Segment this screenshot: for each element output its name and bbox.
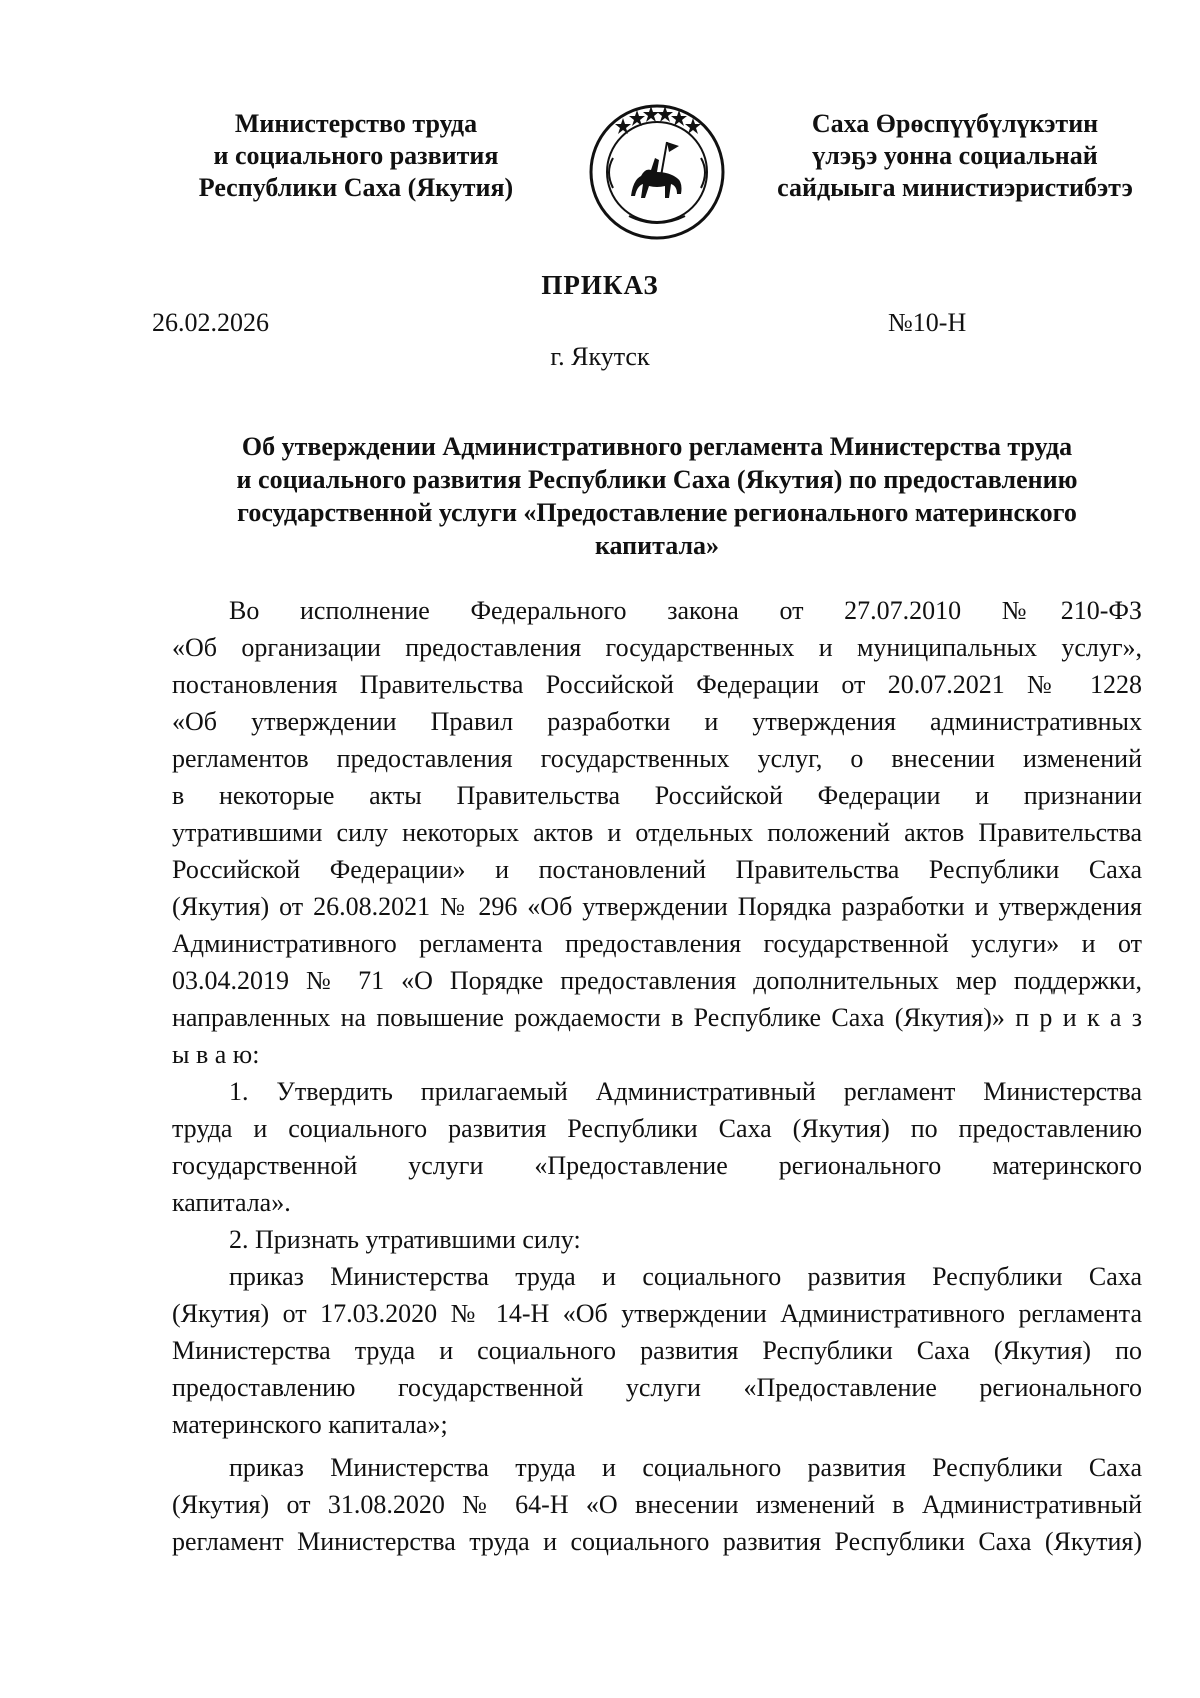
- item2b-line-1: приказ Министерства труда и социального развития Республики Саха: [229, 1453, 1142, 1482]
- org-sakha-line-1: Саха Өрөспүүбүлүкэтин: [811, 109, 1099, 138]
- org-ru-line-2: и социального развития: [213, 141, 499, 170]
- order-number: №10-Н: [888, 308, 967, 337]
- preamble-line-7: утратившими силу некоторых актов и отдельных положений актов Правительства: [172, 818, 1142, 847]
- preamble-line-11: 03.04.2019 № 71 «О Порядке предоставления дополнительных мер поддержки,: [172, 966, 1142, 995]
- item-1-paragraph: [172, 1073, 1142, 1221]
- subject-line-2: и социального развития Республики Саха (Якутия) по предоставлению: [236, 465, 1078, 494]
- preamble-paragraph: [172, 592, 1142, 1073]
- item2a-line-2: (Якутия) от 17.03.2020 № 14-Н «Об утверждении Административного регламента: [172, 1299, 1142, 1328]
- preamble-line-1: Во исполнение Федерального закона от 27.07.2010 №210-ФЗ: [229, 596, 1142, 625]
- org-ru-line-1: Министерство труда: [234, 109, 478, 138]
- item2a-line-1: приказ Министерства труда и социального развития Республики Саха: [229, 1262, 1142, 1291]
- order-city: г. Якутск: [550, 342, 650, 371]
- organization-name-sakha: [755, 108, 1155, 204]
- preamble-line-3: постановления Правительства Российской Федерации от 20.07.2021 № 1228: [172, 670, 1142, 699]
- org-sakha-line-3: сайдыыга министиэристибэтэ: [777, 173, 1133, 202]
- item2b-line-2: (Якутия) от 31.08.2020 № 64-Н «О внесении изменений в Административный: [172, 1490, 1142, 1519]
- item1-line-1: 1. Утвердить прилагаемый Административный регламент Министерства: [229, 1077, 1142, 1106]
- preamble-line-5: регламентов предоставления государственных услуг, о внесении изменений: [172, 744, 1142, 773]
- preamble-line-8: Российской Федерации» и постановлений Правительства Республики Саха: [172, 855, 1142, 884]
- subject-line-4: капитала»: [594, 531, 720, 560]
- preamble-line-12: направленных на повышение рождаемости в Республике Саха (Якутия)» п р и к а з: [172, 1003, 1142, 1032]
- item1-line-3: государственной услуги «Предоставление регионального материнского: [172, 1151, 1142, 1180]
- subject-line-3: государственной услуги «Предоставление регионального материнского: [237, 498, 1077, 527]
- item1-line-2: труда и социального развития Республики Саха (Якутия) по предоставлению: [172, 1114, 1142, 1143]
- org-ru-line-3: Республики Саха (Якутия): [198, 173, 514, 202]
- order-body: [172, 592, 1142, 1560]
- org-sakha-line-2: үлэҕэ уонна социальнай: [812, 141, 1098, 170]
- preamble-line-4: «Об утверждении Правил разработки и утверждения административных: [172, 707, 1142, 736]
- preamble-line-2: «Об организации предоставления государственных и муниципальных услуг»,: [172, 633, 1142, 662]
- item-2-paragraph: [172, 1221, 1142, 1258]
- preamble-line-13: ы в а ю:: [172, 1040, 260, 1069]
- item-2b-paragraph: [172, 1449, 1142, 1560]
- document-title: ПРИКАЗ: [541, 270, 659, 300]
- item2b-line-3: регламент Министерства труда и социального развития Республики Саха (Якутия): [172, 1527, 1142, 1556]
- item2a-line-4: предоставлению государственной услуги «Предоставление регионального: [172, 1373, 1142, 1402]
- republic-sakha-coat-of-arms-icon: [583, 98, 731, 246]
- item2a-line-5: материнского капитала»;: [172, 1410, 448, 1439]
- preamble-line-6: в некоторые акты Правительства Российской Федерации и признании: [172, 781, 1142, 810]
- order-subject: [172, 430, 1142, 562]
- item1-line-4: капитала».: [172, 1188, 291, 1217]
- organization-name-russian: [178, 108, 534, 204]
- subject-line-1: Об утверждении Административного регламента Министерства труда: [241, 432, 1073, 461]
- item-2a-paragraph: [172, 1258, 1142, 1443]
- preamble-line-10: Административного регламента предоставления государственной услуги» и от: [172, 929, 1142, 958]
- preamble-line-9: (Якутия) от 26.08.2021 № 296 «Об утверждении Порядка разработки и утверждения: [172, 892, 1142, 921]
- item2a-line-3: Министерства труда и социального развития Республики Саха (Якутия) по: [172, 1336, 1142, 1365]
- item2-heading: 2. Признать утратившими силу:: [229, 1225, 581, 1254]
- order-date: 26.02.2026: [152, 308, 269, 337]
